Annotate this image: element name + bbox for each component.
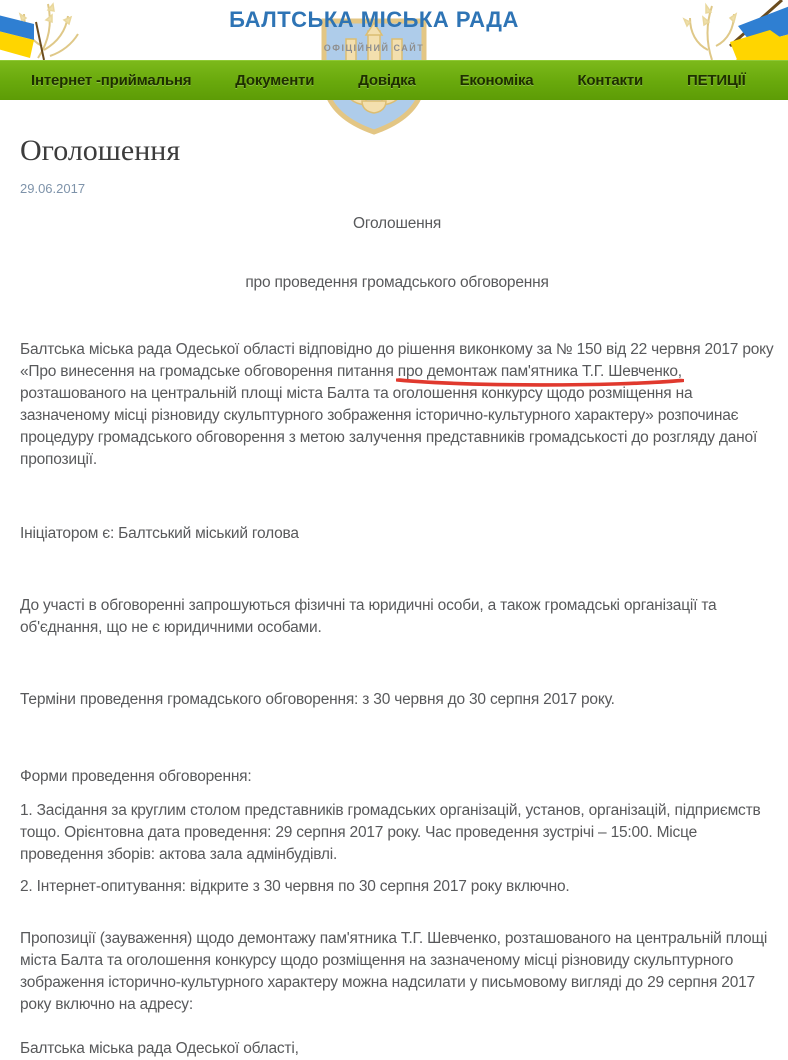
paragraph-decision xyxy=(20,339,774,471)
red-underline-annotation xyxy=(396,377,684,387)
paragraph-forms-label: Форми проведення обговорення: xyxy=(20,768,252,785)
paragraph-proposals: Пропозиції (зауваження) щодо демонтажу пам'ятника Т.Г. Шевченко, розташованого на центральній площі міста Балта та оголошення конкурсу щодо розміщення на зазначеному місці різновиду скульптурного зображення історично-культурного характеру можна надсилати у письмовому вигляді до 29 серпня 2017 року включно на адресу: xyxy=(20,930,768,1013)
paragraph-initiator: Ініціатором є: Балтський міський голова xyxy=(20,525,299,542)
paragraph-decision-after: розташованого на центральній площі міста Балта та оголошення конкурсу щодо розміщення на зазначеному місці різновиду скульптурного зображення історично-культурного характеру» розпочинає процедуру громадського обговорення з метою залучення представників громадськості до розгляду даної пропозиції. xyxy=(20,385,758,468)
nav-item-economy[interactable]: Економіка xyxy=(459,72,534,89)
nav-item-contacts[interactable]: Контакти xyxy=(577,72,643,89)
site-title: БАЛТСЬКА МІСЬКА РАДА xyxy=(229,7,519,32)
announcement-subheading: про проведення громадського обговорення xyxy=(245,274,549,291)
paragraph-participants: До участі в обговоренні запрошуються фізичні та юридичні особи, а також громадські організації та об'єднання, що не є юридичними особами. xyxy=(20,597,717,636)
paragraph-terms: Терміни проведення громадського обговорення: з 30 червня до 30 серпня 2017 року. xyxy=(20,691,615,708)
nav-item-internet-reception[interactable]: Інтернет -приймальня xyxy=(31,72,192,89)
paragraph-address: Балтська міська рада Одеської області, xyxy=(20,1040,299,1057)
main-navigation xyxy=(0,60,788,100)
publish-date: 29.06.2017 xyxy=(20,181,86,196)
announcement-article xyxy=(0,134,788,1060)
nav-menu xyxy=(0,61,788,100)
paragraph-decision-before: Балтська міська рада Одеської області відповідно до рішення виконкому за № 150 від 22 червня 2017 року «Про винесення на громадське обговорення питання xyxy=(20,341,774,380)
annotated-phrase-text: про демонтаж пам'ятника Т.Г. Шевченко, xyxy=(397,363,682,380)
paragraph-form-1: 1. Засідання за круглим столом представників громадських організацій, установ, організацій, підприємств тощо. Орієнтовна дата проведення: 29 серпня 2017 року. Час проведення зустрічі – 15:00. Місце проведення зборів: актова зала адмінбудівлі. xyxy=(20,802,761,863)
nav-item-petitions[interactable]: ПЕТИЦІЇ xyxy=(687,72,746,89)
annotated-phrase xyxy=(398,363,682,380)
site-header xyxy=(0,0,788,60)
page-title: Оголошення xyxy=(20,134,181,167)
nav-item-documents[interactable]: Документи xyxy=(235,72,315,89)
paragraph-form-2: 2. Інтернет-опитування: відкрите з 30 червня по 30 серпня 2017 року включно. xyxy=(20,878,570,895)
nav-item-reference[interactable]: Довідка xyxy=(358,72,416,89)
site-subtitle: ОФІЦІЙНИЙ САЙТ xyxy=(323,43,425,53)
announcement-heading: Оголошення xyxy=(352,215,442,232)
